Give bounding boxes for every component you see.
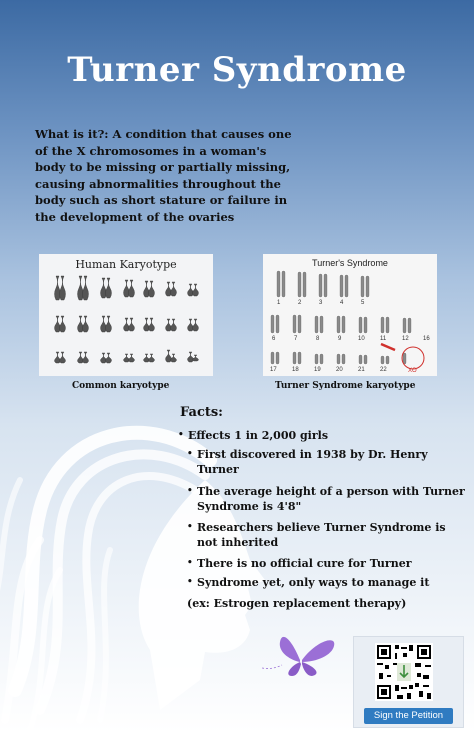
- chromosome-number: 10: [358, 336, 365, 342]
- arrow-icon: [381, 344, 395, 350]
- chromosome-number: 2: [298, 300, 302, 306]
- chromosome-number: 22: [380, 367, 387, 373]
- human-karyotype-chromosomes: [39, 254, 213, 376]
- chromosome-number: 11: [380, 336, 387, 342]
- fact-item: [187, 520, 469, 550]
- chromosome-number: 18: [292, 367, 299, 373]
- fact-item: [187, 556, 457, 571]
- fact-text: The average height of a person with Turner Syndrome is 4'8": [197, 485, 465, 513]
- turner-karyotype-image: [263, 254, 437, 376]
- human-karyotype-caption: Common karyotype: [72, 381, 170, 391]
- chromosome-number: 7: [294, 336, 298, 342]
- chromosome-number: 5: [361, 300, 365, 306]
- fact-text: Researchers believe Turner Syndrome is not inherited: [197, 521, 446, 549]
- poster-title: Turner Syndrome: [67, 50, 407, 90]
- chromosome-number: 17: [270, 367, 277, 373]
- human-karyotype-heading: Human Karyotype: [75, 258, 177, 271]
- chromosome-number: 4: [340, 300, 344, 306]
- turner-karyotype-heading: Turner's Syndrome: [312, 258, 388, 268]
- chromosome-number: 9: [338, 336, 342, 342]
- chromosome-number: 3: [319, 300, 323, 306]
- chromosome-number: 20: [336, 367, 343, 373]
- bullet-icon: •: [187, 577, 193, 587]
- bullet-icon: •: [187, 449, 193, 459]
- bullet-icon: •: [187, 486, 193, 496]
- bullet-icon: •: [187, 558, 193, 568]
- facts-heading: Facts:: [180, 405, 223, 420]
- human-karyotype-image: [39, 254, 213, 376]
- chromosome-number: 21: [358, 367, 365, 373]
- fact-text: There is no official cure for Turner: [197, 557, 412, 570]
- xo-label: XO: [408, 368, 417, 374]
- qr-code-panel: [353, 636, 464, 728]
- fact-text: First discovered in 1938 by Dr. Henry Turner: [197, 448, 428, 476]
- chromosome-number: 19: [314, 367, 321, 373]
- chromosome-number: 8: [316, 336, 320, 342]
- chromosome-number: 1: [277, 300, 281, 306]
- fact-text: (ex: Estrogen replacement therapy): [187, 597, 407, 610]
- fact-text: Syndrome yet, only ways to manage it: [197, 576, 430, 589]
- fact-item: [187, 447, 442, 477]
- bullet-icon: •: [187, 522, 193, 532]
- fact-item: [187, 575, 457, 590]
- intro-text: What is it?: A condition that causes one of the X chromosomes in a woman's body to be missing or partially missing, causing abnormalities throughout the body such as short stature or failure in the development of the ovaries: [35, 127, 292, 224]
- bullet-icon: •: [178, 430, 184, 440]
- chromosome-number-16: 16: [423, 336, 430, 342]
- fact-text: Effects 1 in 2,000 girls: [188, 429, 329, 442]
- chromosome-number: 6: [272, 336, 276, 342]
- turner-karyotype-chromosomes: [263, 254, 437, 376]
- butterfly-icon: [262, 620, 342, 680]
- sign-petition-button[interactable]: Sign the Petition: [364, 708, 453, 724]
- qr-code-icon[interactable]: [375, 643, 433, 701]
- fact-item: [178, 428, 458, 443]
- fact-item: [187, 484, 469, 514]
- turner-karyotype-caption: Turner Syndrome karyotype: [275, 381, 416, 391]
- chromosome-number: 12: [402, 336, 409, 342]
- fact-item: [187, 596, 457, 611]
